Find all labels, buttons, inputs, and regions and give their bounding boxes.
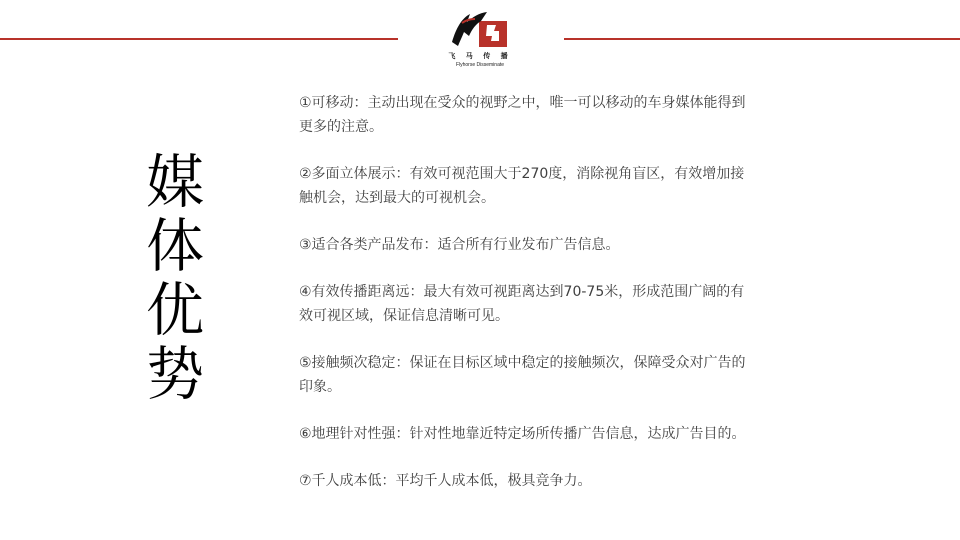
section-title <box>140 150 210 406</box>
header-rule-left <box>0 38 398 40</box>
section-title-char: 势 <box>145 340 204 408</box>
advantage-item-cost: ⑦千人成本低：平均千人成本低，极具竞争力。 <box>299 473 592 489</box>
advantage-item-distance: ④有效传播距离远：最大有效可视距离达到70-75米，形成范围广阔的有 效可视区域，保证信息清晰可见。 <box>299 284 745 324</box>
advantages-list <box>299 91 839 516</box>
section-title-char: 优 <box>145 276 204 344</box>
logo-chinese-name: 飞 马 传 播 <box>448 52 512 60</box>
header-rule-right <box>564 38 960 40</box>
flyhorse-logo-icon <box>448 8 512 50</box>
advantage-item-product-release: ③适合各类产品发布：适合所有行业发布广告信息。 <box>299 237 620 253</box>
advantage-item-mobile: ①可移动：主动出现在受众的视野之中，唯一可以移动的车身媒体能得到 更多的注意。 <box>299 95 746 135</box>
advantage-item-multi-view: ②多面立体展示：有效可视范围大于270度，消除视角盲区，有效增加接 触机会，达到最大的可视机会。 <box>299 166 745 206</box>
advantage-item-frequency: ⑤接触频次稳定：保证在目标区域中稳定的接触频次，保障受众对广告的 印象。 <box>299 355 746 395</box>
section-title-char: 媒 <box>145 148 204 216</box>
company-logo <box>430 8 530 68</box>
advantage-item-geography: ⑥地理针对性强：针对性地靠近特定场所传播广告信息，达成广告目的。 <box>299 426 746 442</box>
section-title-char: 体 <box>145 212 204 280</box>
logo-english-name: Flyhorse Disseminate <box>455 62 505 68</box>
